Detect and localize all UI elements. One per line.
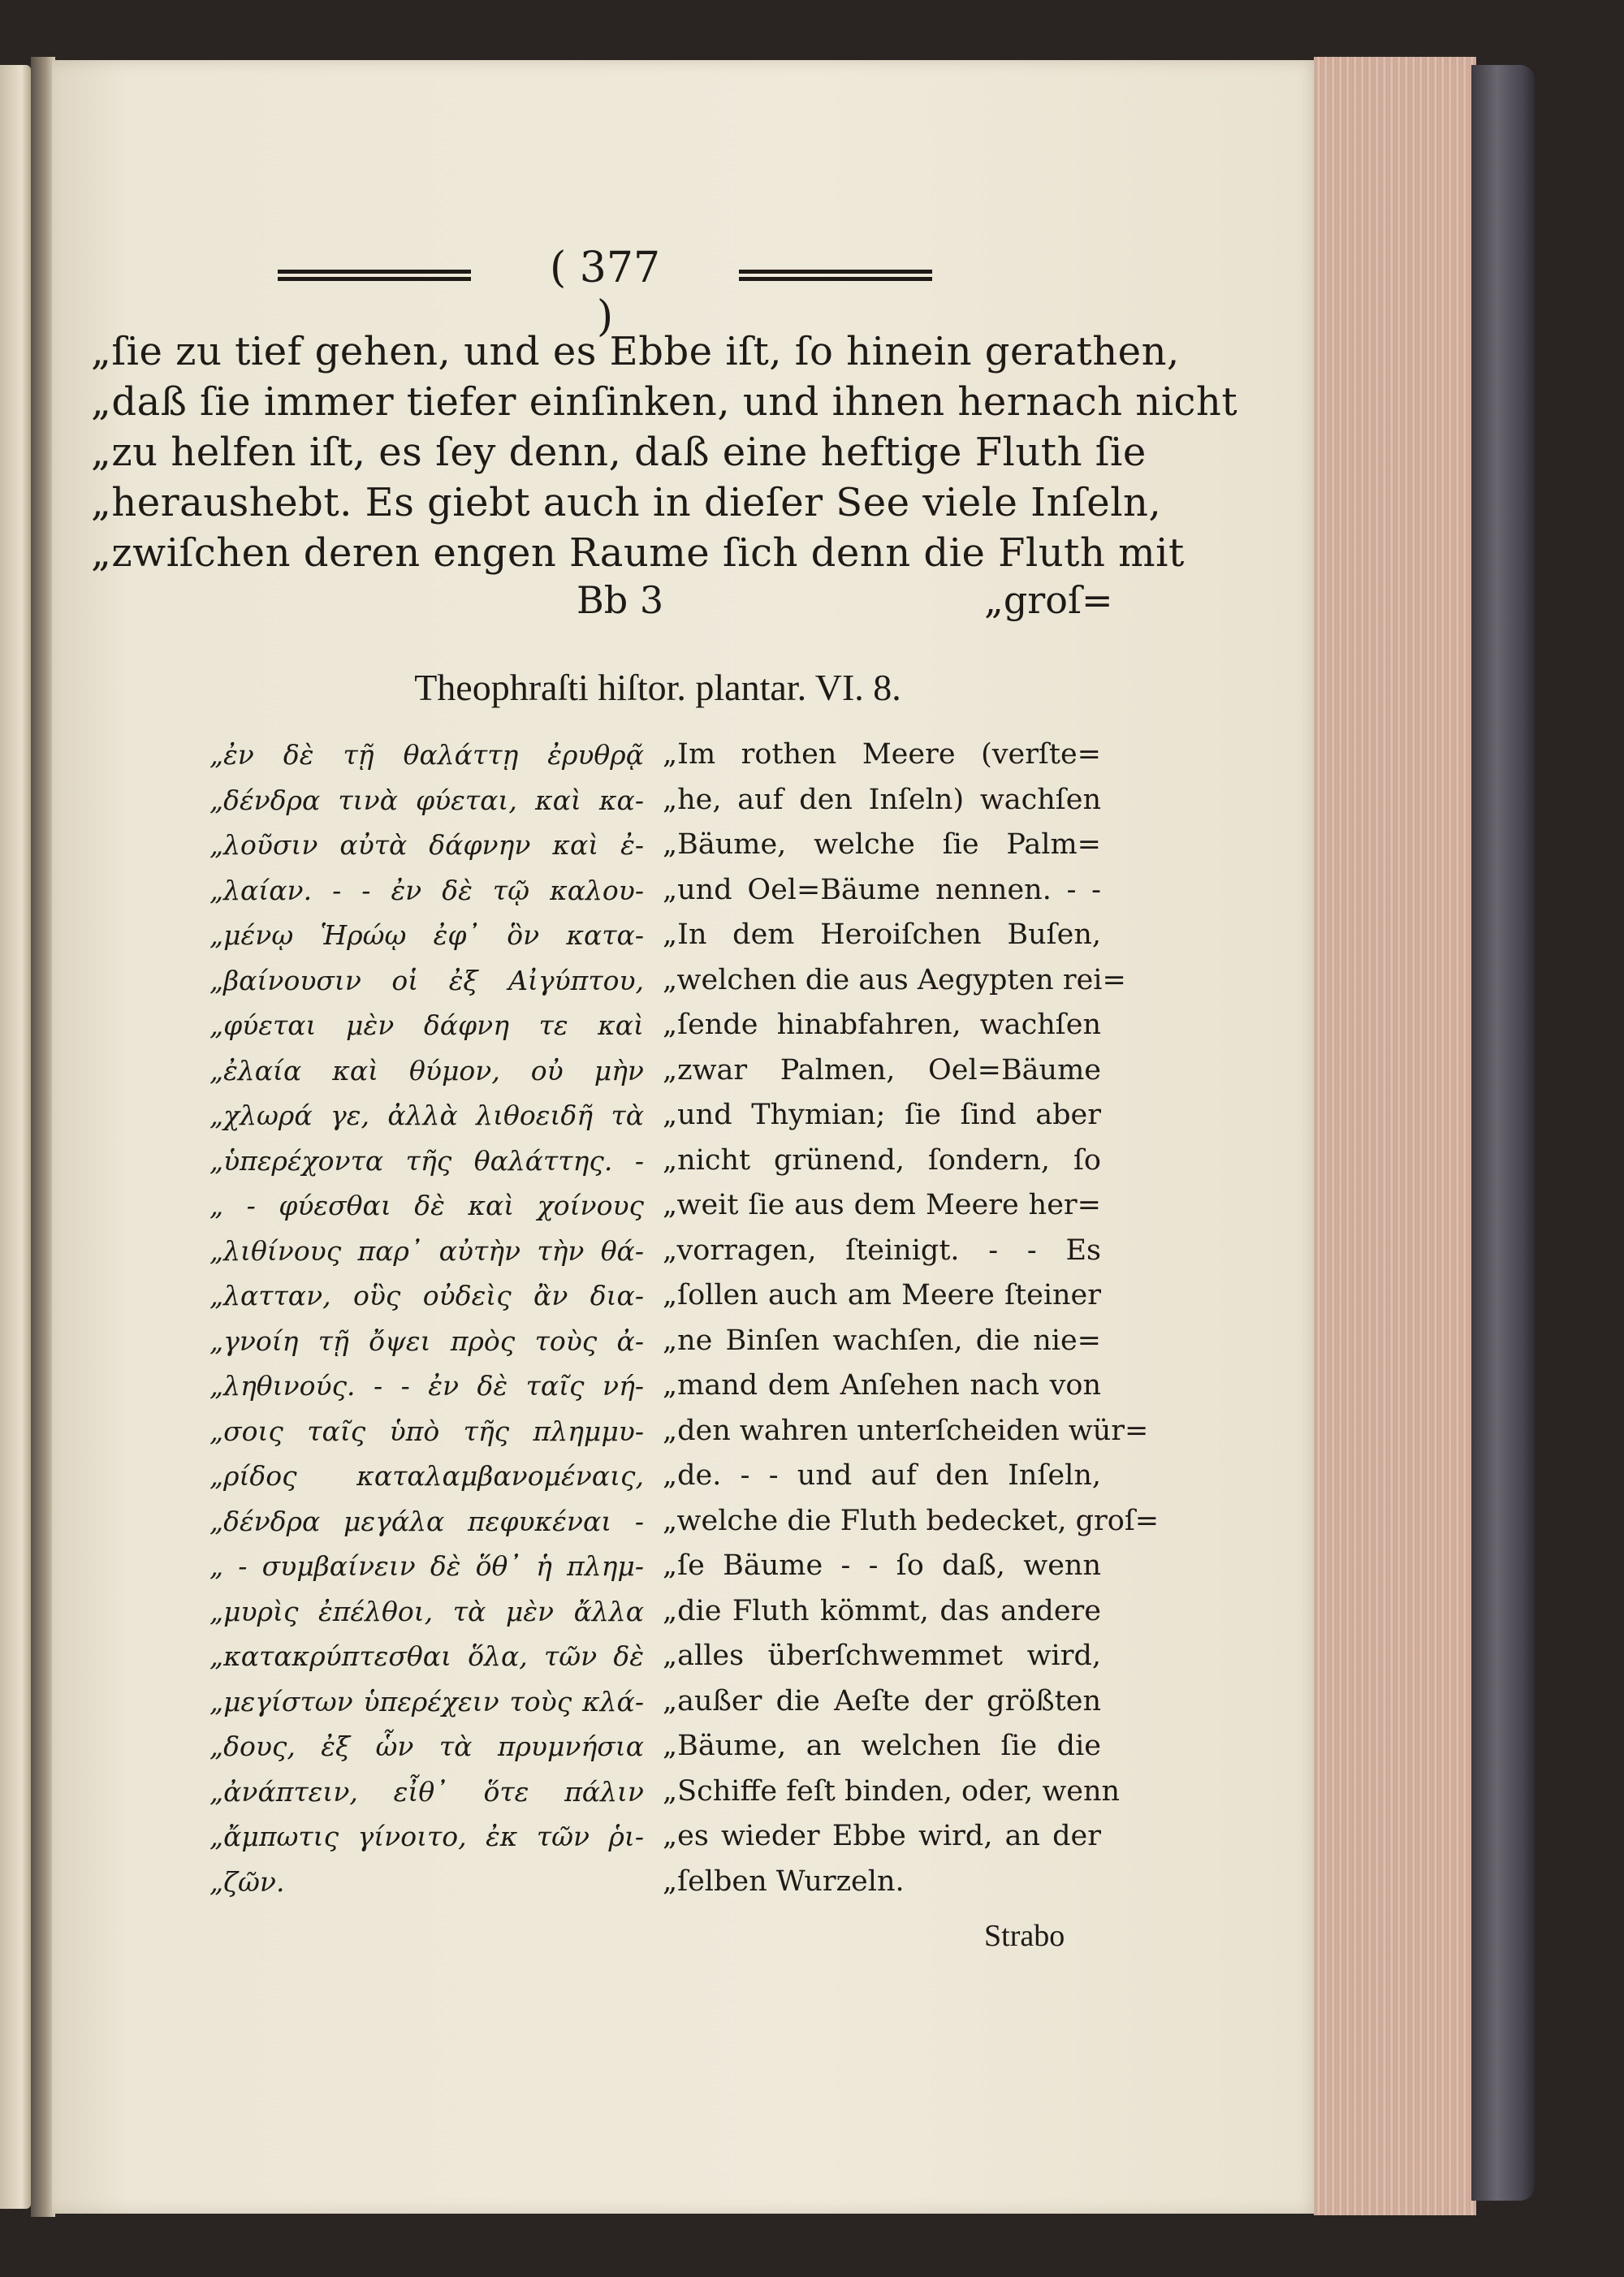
greek-line: „δένδρα μεγάλα πεφυκέναι - (209, 1505, 644, 1537)
german-line: „nicht grünend, ſondern, ſo (663, 1143, 1101, 1177)
german-line: „Bäume, welche ſie Palm= (663, 828, 1101, 861)
greek-line: „ληθινούς. - - ἐν δὲ ταῖς νή- (209, 1370, 644, 1402)
greek-line: „ - συμβαίνειν δὲ ὅθ᾽ ἡ πλημ- (209, 1550, 644, 1582)
german-line: „weit ſie aus dem Meere her= (663, 1189, 1101, 1221)
header-rule-right (739, 270, 932, 281)
greek-line: „ - φύεσθαι δὲ καὶ χοίνους (209, 1190, 644, 1221)
greek-line: „χλωρά γε, ἀλλὰ λιθοειδῆ τὰ (209, 1100, 644, 1131)
greek-line: „λαίαν. - - ἐν δὲ τῷ καλου- (209, 874, 644, 906)
greek-line: „ζῶν. (209, 1865, 285, 1898)
greek-line: „λοῦσιν αὐτὰ δάφνην καὶ ἐ- (209, 829, 644, 861)
greek-line: „δους, ἐξ ὧν τὰ πρυμνήσια (209, 1730, 644, 1762)
german-line: „Schiffe feſt binden, oder, wenn (663, 1774, 1121, 1808)
greek-line: „γνοίη τῇ ὄψει πρὸς τοὺς ἀ- (209, 1324, 644, 1357)
body-line: „zu helfen iſt, es ſey denn, daß eine heftige Fluth ſie (91, 430, 1147, 475)
german-line: „de. - - und auf den Inſeln, (663, 1459, 1101, 1492)
greek-line: „δένδρα τινὰ φύεται, καὶ κα- (209, 784, 644, 816)
greek-line: „μεγίστων ὑπερέχειν τοὺς κλά- (209, 1685, 644, 1717)
german-line: „mand dem Anſehen nach von (663, 1369, 1101, 1402)
german-line: „alles überſchwemmet wird, (663, 1640, 1101, 1672)
greek-line: „μένῳ Ἡρώῳ ἐφ᾽ ὃν κατα- (209, 919, 644, 951)
german-line: „die Fluth kömmt, das andere (663, 1594, 1101, 1627)
german-line: „In dem Heroiſchen Buſen, (663, 918, 1101, 951)
catchword: Strabo (984, 1919, 1065, 1953)
german-line: „ſende hinabfahren, wachſen (663, 1009, 1101, 1041)
german-line: „ſollen auch am Meere ſteiner (663, 1279, 1101, 1311)
german-line: „Im rothen Meere (verſte= (663, 738, 1101, 771)
greek-line: „μυρὶς ἐπέλθοι, τὰ μὲν ἄλλα (209, 1595, 644, 1627)
body-line: „zwiſchen deren engen Raume ſich denn die Fluth mit (91, 530, 1185, 576)
book-cover-edge (1471, 65, 1535, 2201)
german-line: „welchen die aus Aegypten rei= (663, 963, 1126, 996)
section-heading: Theophraſti hiſtor. plantar. VI. 8. (414, 667, 901, 708)
german-line: „und Oel=Bäume nennen. - - (663, 873, 1101, 906)
german-line: „ſe Bäume - - ſo daß, wenn (663, 1549, 1101, 1582)
german-line: „Bäume, an welchen ſie die (663, 1730, 1101, 1762)
greek-line: „φύεται μὲν δάφνη τε καὶ (209, 1009, 644, 1041)
body-line: „ſie zu tief gehen, und es Ebbe iſt, ſo hinein gerathen, (91, 329, 1180, 374)
header-rule-left (278, 270, 471, 281)
greek-line: „ὑπερέχοντα τῆς θαλάττης. - (209, 1144, 644, 1177)
greek-line: „βαίνουσιν οἱ ἐξ Αἰγύπτου, (209, 964, 644, 996)
greek-line: „ἀνάπτειν, εἶθ᾽ ὅτε πάλιν (209, 1775, 644, 1808)
german-line: „zwar Palmen, Oel=Bäume (663, 1053, 1101, 1087)
page-number: ( 377 ) (549, 244, 661, 341)
page-fore-edge (1314, 57, 1476, 2215)
body-line: „heraushebt. Es giebt auch in dieſer See viele Inſeln, (91, 480, 1162, 525)
greek-line: „ἐν δὲ τῇ θαλάττῃ ἐρυθρᾷ (209, 739, 644, 771)
german-line: „ſelben Wurzeln. (663, 1864, 905, 1898)
german-line: „es wieder Ebbe wird, an der (663, 1820, 1101, 1852)
greek-line: „λιθίνους παρ᾽ αὐτὴν τὴν θά- (209, 1234, 644, 1267)
greek-line: „ρίδος καταλαμβανομέναις, (209, 1460, 644, 1492)
top-catchword: „groſ= (984, 578, 1113, 622)
german-line: „ne Binſen wachſen, die nie= (663, 1324, 1101, 1357)
german-line: „außer die Aeſte der größten (663, 1684, 1101, 1717)
greek-line: „κατακρύπτεσθαι ὅλα, τῶν δὲ (209, 1640, 644, 1672)
signature-mark: Bb 3 (577, 578, 664, 622)
german-line: „den wahren unterſcheiden wür= (663, 1414, 1149, 1447)
greek-line: „λατταν, οὓς οὐδεὶς ἂν δια- (209, 1280, 644, 1311)
german-line: „welche die Fluth bedecket, groſ= (663, 1504, 1160, 1537)
greek-column (209, 732, 644, 1904)
greek-line: „ἄμπωτις γίνοιτο, ἐκ τῶν ῥι- (209, 1821, 644, 1852)
greek-line: „σοις ταῖς ὑπὸ τῆς πλημμυ- (209, 1415, 644, 1447)
body-line: „daß ſie immer tiefer einſinken, und ihnen hernach nicht (91, 379, 1238, 425)
german-line: „he, auf den Inſeln) wachſen (663, 783, 1101, 816)
german-line: „vorragen, ſteinigt. - - Es (663, 1234, 1101, 1267)
left-page-edge (0, 65, 31, 2209)
greek-line: „ἐλαία καὶ θύμον, οὐ μὴν (209, 1054, 644, 1087)
german-line: „und Thymian; ſie ſind aber (663, 1099, 1101, 1131)
german-column (663, 732, 1160, 1904)
